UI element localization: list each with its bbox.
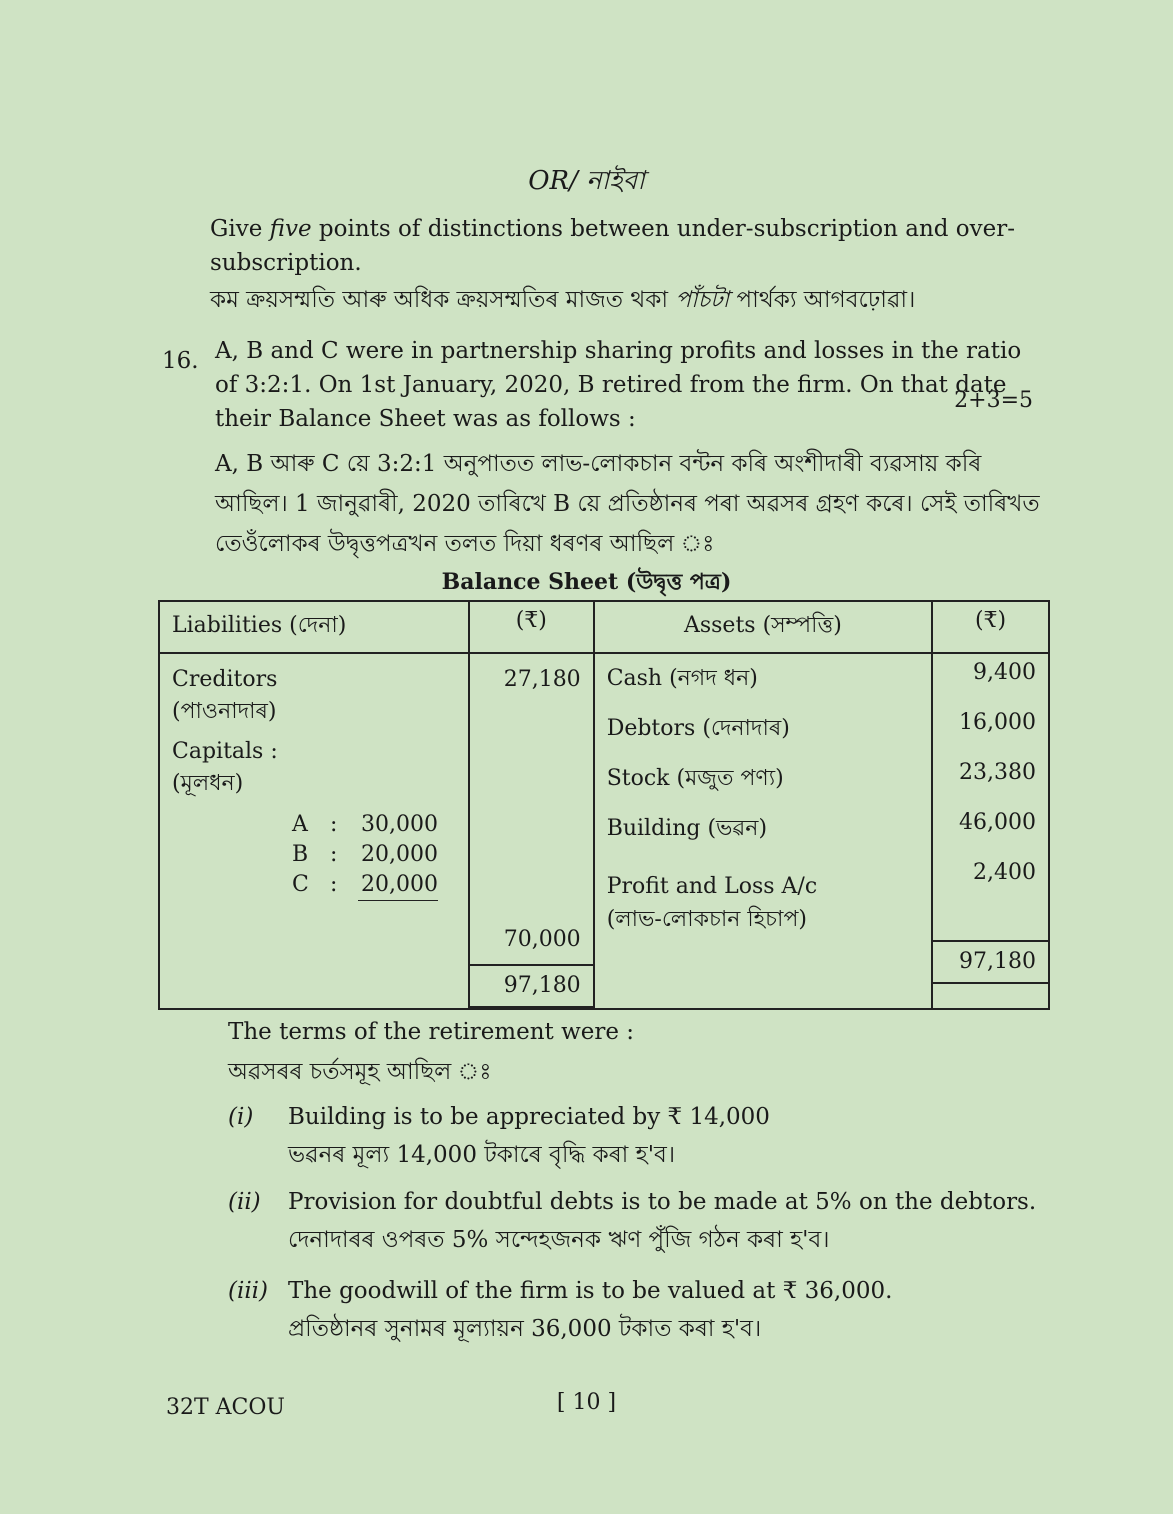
terms-intro: [228, 1013, 634, 1091]
capitals-label: Capitals :: [172, 739, 278, 764]
balance-sheet-title: Balance Sheet (উদ্বৃত্ত পত্র): [441, 569, 732, 595]
header-amount-liabilities: (₹): [469, 601, 594, 653]
capital-accounts: [292, 810, 456, 901]
or-heading: OR/ নাইবা: [528, 166, 645, 196]
question16-marks: 2+3=5: [954, 388, 1033, 413]
assets-total: 97,180: [933, 940, 1048, 984]
question16-text-as: A, B আৰু C য়ে 3:2:1 অনুপাতত লাভ-লোকচান বন্টন কৰি অংশীদাৰী ব্যৱসায় কৰি আছিল। 1 জানুৱাৰী, 2020 তাৰিখে B য়ে প্রতিষ্ঠানৰ পৰা অৱসৰ গ্রহণ কৰে। সেই তাৰিখত তেওঁলোকৰ উদ্বৃত্তপত্রখন তলত দিয়া ধৰণৰ আছিল ঃ: [215, 451, 1040, 557]
terms-intro-as: অৱসৰৰ চৰ্তসমূহ আছিল ঃ: [228, 1059, 492, 1085]
amount-profit-loss: 2,400: [973, 860, 1036, 885]
asset-profit-loss: Profit and Loss A/c: [606, 874, 818, 899]
amount-debtors: 16,000: [959, 710, 1036, 735]
terms-intro-en: The terms of the retirement were :: [228, 1019, 635, 1045]
liabilities-cell: [159, 653, 469, 1009]
asset-debtors: Debtors (দেনাদাৰ): [606, 716, 790, 741]
amount-cash: 9,400: [973, 660, 1036, 685]
asset-stock: Stock (মজুত পণ্য): [606, 766, 784, 791]
or-question-as: কম ক্রয়সম্মতি আৰু অধিক ক্রয়সম্মতিৰ মাজত থকা পাঁচটা পার্থক্য আগবঢ়োৱা।: [210, 287, 916, 313]
question16-text-en: A, B and C were in partnership sharing profits and losses in the ratio of 3:2:1. On 1st January, 2020, B retired from the firm. On that date their Balance Sheet was as follows :: [215, 338, 1022, 432]
assets-cell: [594, 653, 932, 1009]
creditors-label-as: (পাওনাদাৰ): [172, 699, 277, 724]
table-header-row: [159, 601, 1049, 653]
liabilities-amount-cell: [469, 653, 594, 1009]
term-3: (iii) The goodwill of the firm is to be valued at ₹ 36,000. প্রতিষ্ঠানৰ সুনামৰ মূল্যায়ন 36,000 টকাত কৰা হ'ব।: [228, 1278, 893, 1342]
balance-sheet-table: [158, 600, 1050, 1010]
asset-building: Building (ভৱন): [606, 816, 768, 841]
capital-row-a: A : 30,000: [292, 812, 438, 837]
capital-row-b: B : 20,000: [292, 842, 438, 867]
term-2: (ii) Provision for doubtful debts is to be made at 5% on the debtors. দেনাদাৰৰ ওপৰত 5% সন্দেহজনক ঋণ পুঁজি গঠন কৰা হ'ব।: [228, 1189, 1037, 1253]
amount-building: 46,000: [959, 810, 1036, 835]
amount-stock: 23,380: [959, 760, 1036, 785]
emphasis-five: five: [269, 216, 312, 242]
liabilities-total: 97,180: [470, 964, 593, 1008]
page-number: [ 10 ]: [556, 1390, 617, 1415]
capitals-label-as: (মূলধন): [172, 771, 244, 796]
asset-cash: Cash (নগদ ধন): [606, 666, 758, 691]
capitals-total: 70,000: [503, 927, 581, 952]
paper-code: 32T ACOU: [166, 1395, 285, 1420]
question-number: 16.: [162, 348, 199, 374]
header-amount-assets: (₹): [932, 601, 1049, 653]
header-assets: Assets (সম্পত্তি): [594, 601, 932, 653]
assets-amount-cell: [932, 653, 1049, 1009]
term-1: (i) Building is to be appreciated by ₹ 14,000 ভৱনৰ মূল্য 14,000 টকাৰে বৃদ্ধি কৰা হ'ব।: [228, 1104, 770, 1168]
or-question-en: Give five points of distinctions between under-subscription and over-subscription.: [210, 216, 1016, 276]
table-body-row: [159, 653, 1049, 1009]
creditors-amount: 27,180: [503, 667, 581, 692]
header-liabilities: Liabilities (দেনা): [159, 601, 469, 653]
asset-profit-loss-as: (লাভ-লোকচান হিচাপ): [606, 907, 807, 932]
capital-row-c: C : 20,000: [292, 870, 456, 901]
creditors-label: Creditors: [172, 667, 278, 692]
